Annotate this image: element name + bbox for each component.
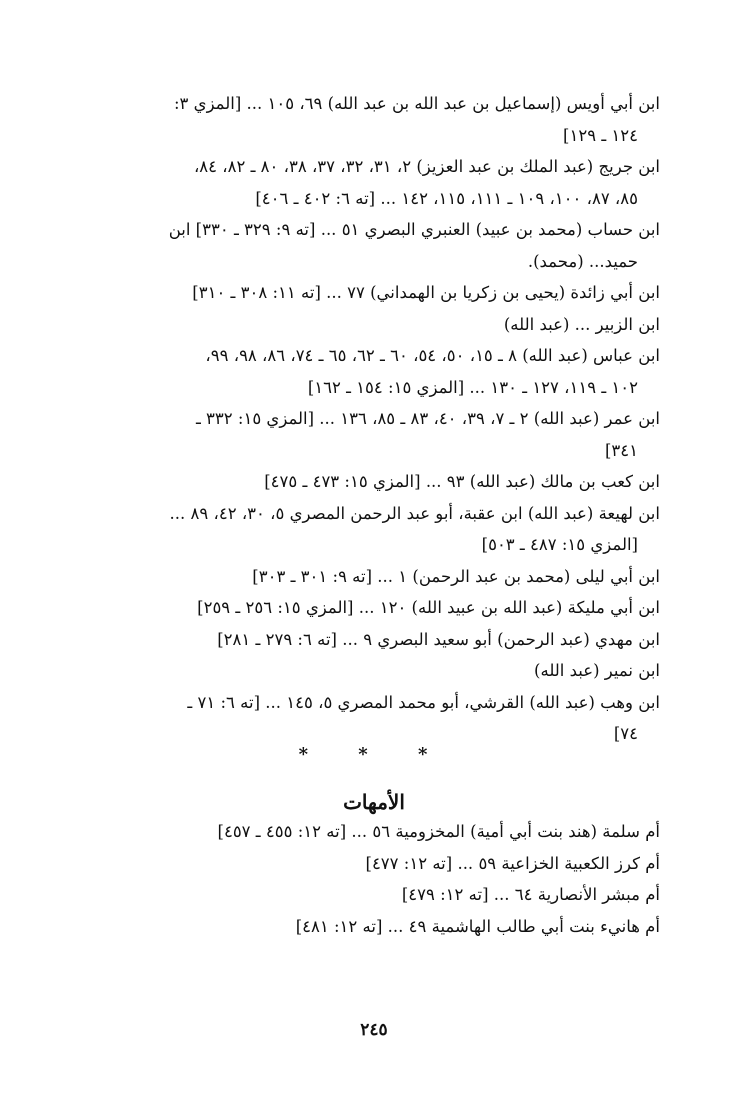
entry-line: ابن عباس (عبد الله) ٨ ـ ١٥، ٥٠، ٥٤، ٦٠ ـ ٦٢، ٦٥ ـ ٧٤، ٨٦، ٩٨، ٩٩، (205, 346, 660, 365)
entry-line: ابن جريج (عبد الملك بن عبد العزيز) ٢، ٣١، ٣٢، ٣٧، ٣٨، ٨٠ ـ ٨٢، ٨٤، (193, 157, 660, 176)
entry-line: ابن الزبير ... (عبد الله) (503, 314, 660, 334)
entry-line: ابن أبي ليلى (محمد بن عبد الرحمن) ١ ... [ته ٩: ٣٠١ ـ ٣٠٣] (252, 566, 660, 586)
mothers-index-list (100, 816, 660, 942)
entry-continuation: ١٢٤ ـ ١٢٩] (563, 125, 638, 145)
index-entry (100, 592, 660, 624)
entry-line: ابن عمر (عبد الله) ٢ ـ ٧، ٣٩، ٤٠، ٨٣ ـ ٨٥، ١٣٦ ... [المزي ١٥: ٣٣٢ ـ (195, 409, 660, 428)
section-separator: * * * (298, 744, 450, 765)
entry-continuation: حميد... (محمد). (527, 251, 638, 271)
entry-line: ابن وهب (عبد الله) القرشي، أبو محمد المصري ٥، ١٤٥ ... [ته ٦: ٧١ ـ (187, 692, 660, 712)
entry-continuation: ٣٤١] (604, 440, 638, 460)
entry-line: ابن كعب بن مالك (عبد الله) ٩٣ ... [المزي ١٥: ٤٧٣ ـ ٤٧٥] (264, 472, 660, 491)
entry-line: ابن لهيعة (عبد الله) ابن عقبة، أبو عبد الرحمن المصري ٥، ٣٠، ٤٢، ٨٩ ... (169, 503, 660, 523)
index-entry: أم كرز الكعبية الخزاعية ٥٩ ... [ته ١٢: ٤٧٧] (365, 853, 660, 873)
index-entry (100, 403, 660, 466)
entry-continuation: [المزي ١٥: ٤٨٧ ـ ٥٠٣] (481, 535, 638, 554)
entry-line: ابن أبي زائدة (يحيى بن زكريا بن الهمداني) ٧٧ ... [ته ١١: ٣٠٨ ـ ٣١٠] (192, 283, 660, 302)
index-entry: أم هانيء بنت أبي طالب الهاشمية ٤٩ ... [ته ١٢: ٤٨١] (295, 916, 660, 936)
index-entry (100, 309, 660, 341)
index-entry (100, 88, 660, 151)
entry-continuation: ١٠٢ ـ ١١٩، ١٢٧ ـ ١٣٠ ... [المزي ١٥: ١٥٤ ـ ١٦٢] (307, 377, 638, 397)
entry-line: ابن حساب (محمد بن عبيد) العنبري البصري ٥١ ... [ته ٩: ٣٢٩ ـ ٣٣٠] ابن (168, 220, 660, 239)
index-entry (100, 561, 660, 593)
entry-line: ابن أبي أويس (إسماعيل بن عبد الله بن عبد الله) ٦٩، ١٠٥ ... [المزي ٣: (173, 94, 660, 113)
index-entry (100, 498, 660, 561)
entry-line: ابن نمير (عبد الله) (534, 661, 660, 680)
entry-continuation: ٧٤] (613, 724, 638, 743)
page-number: ٢٤٥ (360, 1020, 388, 1040)
entry-continuation: ٨٥، ٨٧، ١٠٠، ١٠٩ ـ ١١١، ١١٥، ١٤٢ ... [ته ٦: ٤٠٢ ـ ٤٠٦] (255, 188, 638, 208)
index-entry (100, 277, 660, 309)
section-heading: الأمهات (343, 790, 405, 814)
index-entry (100, 214, 660, 277)
index-entry (100, 655, 660, 687)
index-entry (100, 151, 660, 214)
index-entry (100, 624, 660, 656)
index-entry (100, 340, 660, 403)
entry-line: ابن مهدي (عبد الرحمن) أبو سعيد البصري ٩ ... [ته ٦: ٢٧٩ ـ ٢٨١] (217, 629, 660, 649)
index-entry: أم سلمة (هند بنت أبي أمية) المخزومية ٥٦ ... [ته ١٢: ٤٥٥ ـ ٤٥٧] (217, 822, 660, 841)
index-entry (100, 466, 660, 498)
index-entry: أم مبشر الأنصارية ٦٤ ... [ته ١٢: ٤٧٩] (401, 885, 660, 904)
index-entry (100, 687, 660, 750)
sons-index-list (100, 88, 660, 750)
entry-line: ابن أبي مليكة (عبد الله بن عبيد الله) ١٢٠ ... [المزي ١٥: ٢٥٦ ـ ٢٥٩] (197, 598, 660, 617)
